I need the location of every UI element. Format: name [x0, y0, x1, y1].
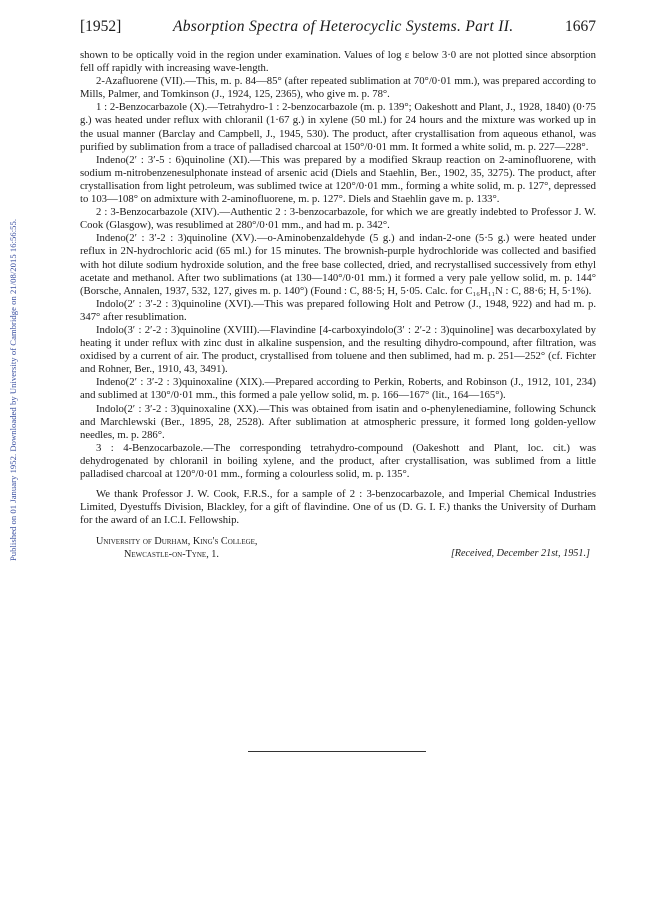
body-paragraph: Indolo(2′ : 3′-2 : 3)quinoline (XVI).—This was prepared following Holt and Petrow (J., 1948, 922) and had m. p. 347° after resublimation. [80, 297, 596, 323]
article-footer [80, 536, 596, 566]
body-paragraph: 1 : 2-Benzocarbazole (X).—Tetrahydro-1 : 2-benzocarbazole (m. p. 139°; Oakeshott and Plant, J., 1928, 1840) (0·75 g.) was heated under reflux with chloranil (1·67 g.) in xylene (50 ml.) for 24 hours and the mixture was worked up in the usual manner (Barclay and Campbell, J., 1945, 530). The product, after crystallisation from aqueous ethanol, was purified by sublimation from a trace of palladised charcoal at 150°/0·01 mm. It formed a white solid, m. p. 227—228°. [80, 101, 596, 153]
affiliation-line: University of Durham, King's College, [96, 536, 258, 548]
body-paragraph: Indolo(2′ : 3′-2 : 3)quinoxaline (XX).—This was obtained from isatin and o-phenylenediamine, following Schunck and Marchlewski (Ber., 1895, 28, 2528). After sublimation at atmospheric pressure, it formed long golden-yellow needles, m. p. 286°. [80, 402, 596, 441]
body-paragraph: shown to be optically void in the region under examination. Values of log ε below 3·0 are not plotted since absorption fell off rapidly with increasing wave-length. [80, 49, 596, 75]
journal-year: [1952] [80, 18, 122, 35]
body-paragraph: Indolo(3′ : 2′-2 : 3)quinoline (XVIII).—Flavindine [4-carboxyindolo(3′ : 2′-2 : 3)quinoline] was decarboxylated by heating it under reflux with zinc dust in alkaline suspension, and the resulting dihydro-compound, after filtration, was oxidised by a current of air. The product, crystallised from toluene and then sublimed, had m. p. 251—252° (cf. Fichter and Rohner, Ber., 1910, 43, 3491). [80, 323, 596, 376]
acknowledgement: We thank Professor J. W. Cook, F.R.S., for a sample of 2 : 3-benzocarbazole, and Imperial Chemical Industries Limited, Dyestuffs Division, Blackley, for a gift of flavindine. One of us (D. G. I. F.) thanks the University of Durham for the award of an I.C.I. Fellowship. [80, 488, 596, 527]
body-paragraph: Indeno(2′ : 3′-2 : 3)quinoline (XV).—o-Aminobenzaldehyde (5 g.) and indan-2-one (5·5 g.) were heated under reflux in 2N-hydrochloric acid (65 ml.) for 15 minutes. The brownish-purple hydrochloride was collected and basified with hot dilute sodium hydroxide solution, and the free base collected, dried, and recrystallised successively from ethyl acetate and methanol. After two sublimations (at 130—140°/0·01 mm.) it formed a very pale yellow solid, m. p. 144° (Borsche, Annalen, 1937, 532, 127, gives m. p. 140°) (Found : C, 88·5; H, 5·05. Calc. for C₁₆H₁₁N : C, 88·6; H, 5·1%). [80, 232, 596, 297]
body-paragraph: 2 : 3-Benzocarbazole (XIV).—Authentic 2 : 3-benzocarbazole, for which we are greatly indebted to Professor J. W. Cook (Glasgow), was resublimed at 280°/0·01 mm., and had m. p. 342°. [80, 206, 596, 232]
article-body [80, 49, 596, 566]
body-paragraph: 3 : 4-Benzocarbazole.—The corresponding tetrahydro-compound (Oakeshott and Plant, loc. cit.) was dehydrogenated by chloranil in boiling xylene, and the product, after crystallisation, was sublimed from a little palladised charcoal at 120°/0·01 mm., forming a colourless solid, m. p. 135°. [80, 441, 596, 480]
body-paragraph: Indeno(2′ : 3′-2 : 3)quinoxaline (XIX).—Prepared according to Perkin, Roberts, and Robinson (J., 1912, 101, 234) and sublimed at 130°/0·01 mm., this formed a pale yellow solid, m. p. 166—167° (lit., 164—165°). [80, 376, 596, 402]
running-title: Absorption Spectra of Heterocyclic Systems. Part II. [172, 18, 514, 35]
body-paragraph: 2-Azafluorene (VII).—This, m. p. 84—85° (after repeated sublimation at 70°/0·01 mm.), was prepared according to Mills, Palmer, and Tomkinson (J., 1924, 125, 2365), who give m. p. 78°. [80, 75, 596, 101]
affiliation-line: Newcastle-on-Tyne, 1. [124, 548, 219, 560]
page-number: 1667 [565, 18, 596, 35]
received-date-text: [Received, December 21st, 1951.] [450, 548, 590, 560]
body-paragraph: Indeno(2′ : 3′-5 : 6)quinoline (XI).—This was prepared by a modified Skraup reaction on 2-aminofluorene, with sodium m-nitrobenzenesulphonate instead of arsenic acid (Diels and Staehlin, Ber., 1902, 35, 3275). The product, after crystallisation from light petroleum, was sublimed twice at 120°/0·01 mm., forming a white solid, m. p. 127°, depressed to 103—108° on admixture with 2-aminofluorene, m. p. 127°. Diels and Staehlin gave m. p. 133°. [80, 153, 596, 206]
download-watermark-text: Published on 01 January 1952. Downloaded by University of Cambridge on 21/08/2015 16:56:55. [8, 218, 18, 562]
download-watermark [2, 120, 24, 660]
end-rule [248, 751, 426, 752]
received-date [451, 548, 590, 561]
affiliation [96, 536, 257, 561]
running-header [80, 18, 596, 42]
